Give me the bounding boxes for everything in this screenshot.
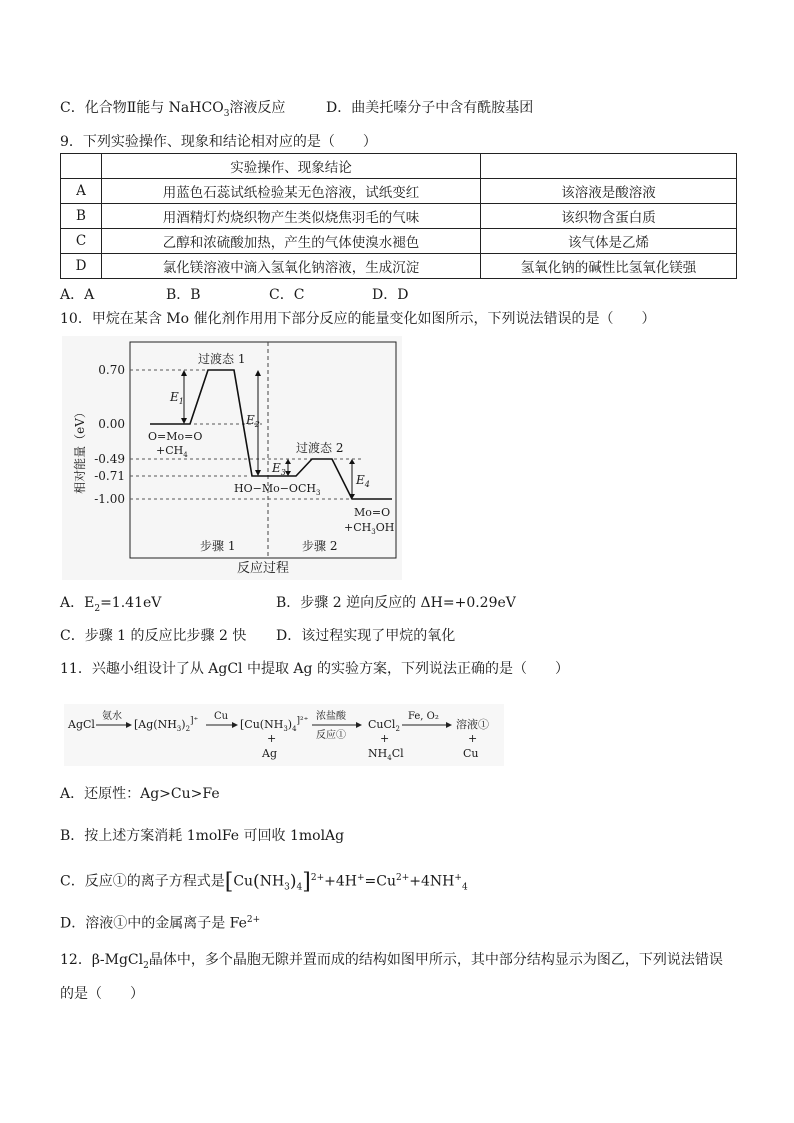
state-label: $+CH_4$: [156, 444, 188, 459]
q10-stem: 10．甲烷在某含 Mo 催化剂作用用下部分反应的能量变化如图所示，下列说法错误的是（ ）: [60, 311, 656, 327]
x-axis-label: 反应过程: [236, 561, 290, 576]
tick-label: 0.70: [98, 363, 125, 377]
q11-option-d: D．溶液①中的金属离子是 $Fe^{2+}$: [60, 915, 261, 932]
plus-sign: +: [468, 732, 478, 745]
solution-label: 溶液①: [456, 718, 489, 731]
y-axis-label: 相对能量（eV）: [73, 406, 87, 494]
step2-label: 步骤 2: [302, 539, 338, 553]
cu-label: Cu: [463, 747, 479, 760]
table-row: C 乙醇和浓硫酸加热，产生的气体使溴水褪色 该气体是乙烯: [61, 229, 737, 254]
ag-label: Ag: [262, 747, 277, 760]
q8-option-c: C．化合物Ⅱ能与 NaHCO$_3$溶液反应: [60, 100, 286, 119]
table-header-cell: 实验操作、现象结论: [102, 154, 481, 179]
q11-option-b: B．按上述方案消耗 1molFe 可回收 1molAg: [60, 828, 345, 844]
table-header-row: [61, 154, 737, 179]
reagent-label: Fe, O₂: [408, 711, 439, 722]
e1-label: $E_1$: [170, 390, 184, 406]
q9-answer-d: D．D: [372, 287, 409, 303]
reagent-label: 反应①: [316, 730, 346, 741]
step1-label: 步骤 1: [200, 539, 236, 553]
reagent-label: 氨水: [102, 711, 122, 722]
q11-stem: 11．兴趣小组设计了从 AgCl 中提取 Ag 的实验方案，下列说法正确的是（ ）: [60, 661, 569, 677]
state-label: O=Mo=O: [148, 430, 203, 443]
q10-option-b: B．步骤 2 逆向反应的 ΔH=+0.29eV: [276, 595, 516, 611]
q9-answer-c: C．C: [269, 287, 305, 303]
complex2-label: [$Cu(NH_3)_4^{]^{2+}}$: [240, 716, 309, 733]
q10-option-c: C．步骤 1 的反应比步骤 2 快: [60, 628, 247, 644]
e4-label: $E_4$: [356, 473, 370, 489]
q11-option-c: C．反应①的离子方程式是$[Cu(NH_3)_4]^{2+}+4H^+=Cu^{2+}+4NH^+_4$: [60, 869, 468, 895]
cucl2-label: CuCl$_2$: [368, 718, 400, 733]
q10-option-d: D．该过程实现了甲烷的氧化: [276, 628, 456, 644]
q11-option-a: A．还原性：Ag>Cu>Fe: [60, 786, 220, 802]
nh4cl-label: $NH_4Cl$: [368, 747, 404, 762]
extraction-scheme: [64, 704, 504, 766]
reagent-label: 浓盐酸: [316, 711, 346, 722]
plus-sign: +: [267, 732, 277, 745]
state-label: $HO-Mo-OCH_3$: [234, 482, 321, 497]
ts2-label: 过渡态 2: [296, 441, 344, 455]
e2-label: $E_2$: [246, 413, 260, 429]
tick-label: 0.00: [98, 417, 125, 431]
plus-sign: +: [380, 732, 390, 745]
complex1-label: [$Ag(NH_3)_2^{]^+}$: [134, 716, 199, 733]
q10-option-a: A．$E_2=1.41eV$: [60, 595, 162, 614]
state-label: Mo=O: [354, 506, 391, 519]
agcl-label: AgCl: [68, 718, 95, 731]
q9-answer-b: B．B: [166, 287, 201, 303]
tick-label: -0.71: [94, 469, 125, 483]
table-row: A 用蓝色石蕊试纸检验某无色溶液，试纸变红 该溶液是酸溶液: [61, 179, 737, 204]
tick-label: -0.49: [94, 452, 125, 466]
table-row: D 氯化镁溶液中滴入氢氧化钠溶液，生成沉淀 氢氧化钠的碱性比氢氧化镁强: [61, 254, 737, 279]
state-label: $+CH_3OH$: [344, 521, 395, 536]
table-row: B 用酒精灯灼烧织物产生类似烧焦羽毛的气味 该织物含蛋白质: [61, 204, 737, 229]
ts1-label: 过渡态 1: [198, 352, 246, 366]
q9-answer-a: A．A: [60, 287, 95, 303]
tick-label: -1.00: [94, 492, 125, 506]
energy-diagram: [62, 336, 402, 580]
reagent-label: Cu: [214, 711, 229, 722]
q9-table: [60, 153, 737, 279]
q12-stem: 12．β-MgCl$_2$晶体中，多个晶胞无隙并置而成的结构如图甲所示，其中部分结构显示为图乙，下列说法错误: [60, 952, 723, 971]
q12-stem-line2: 的是（ ）: [60, 986, 144, 1002]
q9-stem: 9．下列实验操作、现象和结论相对应的是（ ）: [60, 134, 377, 150]
e3-label: $E_3$: [272, 461, 286, 477]
q8-option-d: D．曲美托嗪分子中含有酰胺基团: [326, 100, 534, 116]
